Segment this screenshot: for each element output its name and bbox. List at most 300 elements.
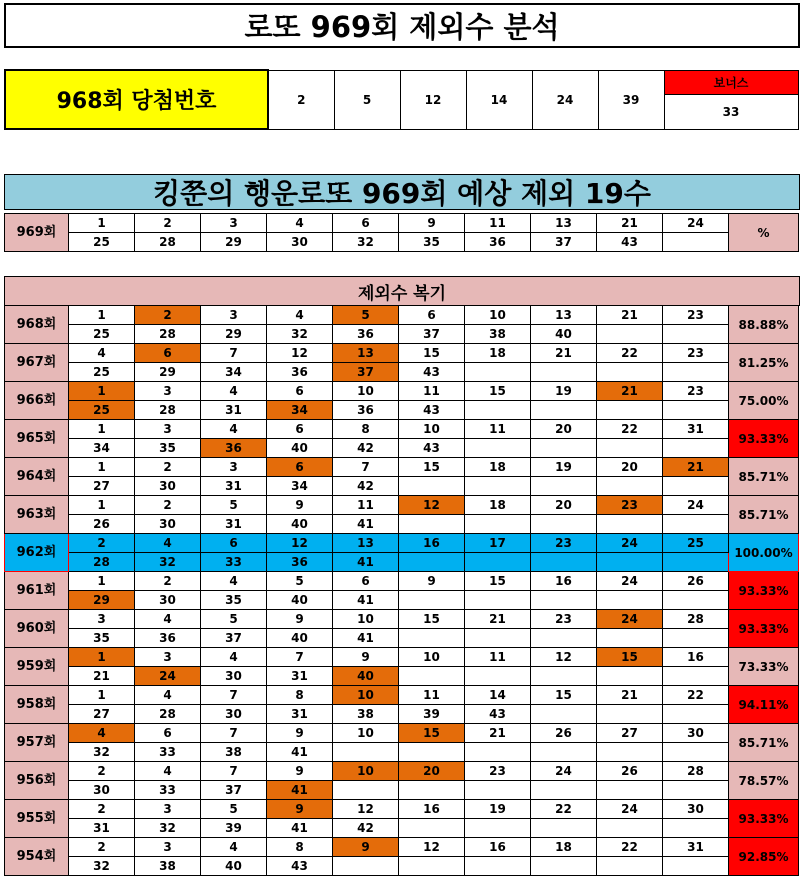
excluded-number: 16: [399, 534, 465, 553]
excluded-number: 1: [69, 420, 135, 439]
excluded-number: [663, 477, 729, 496]
excluded-number: 34: [201, 363, 267, 382]
excluded-number: 33: [135, 781, 201, 800]
excluded-number: 1: [69, 306, 135, 325]
excluded-number: 12: [333, 800, 399, 819]
excluded-number: 31: [201, 401, 267, 420]
excluded-number: [663, 819, 729, 838]
excluded-number: 24: [531, 762, 597, 781]
excluded-number: 3: [201, 306, 267, 325]
accuracy-percent: 100.00%: [729, 534, 799, 572]
excluded-number: 30: [663, 724, 729, 743]
excluded-number: [663, 325, 729, 344]
excluded-number: 30: [201, 705, 267, 724]
excluded-number: 2: [69, 838, 135, 857]
accuracy-percent: 93.33%: [729, 420, 799, 458]
excluded-number: [663, 629, 729, 648]
excluded-number: 7: [201, 724, 267, 743]
excluded-number: 37: [531, 233, 597, 252]
hit-number: 10: [333, 762, 399, 781]
excluded-number: 4: [201, 838, 267, 857]
excluded-number: 12: [267, 534, 333, 553]
excluded-number: [663, 233, 729, 252]
excluded-number: [333, 743, 399, 762]
excluded-number: [663, 781, 729, 800]
excluded-number: 23: [663, 306, 729, 325]
excluded-number: 15: [465, 572, 531, 591]
excluded-number: 10: [333, 724, 399, 743]
excluded-number: 20: [531, 496, 597, 515]
winning-label: 968회 당첨번호: [5, 70, 268, 129]
winning-number: 39: [598, 70, 664, 129]
excluded-number: 31: [201, 477, 267, 496]
accuracy-percent: 85.71%: [729, 458, 799, 496]
excluded-number: 12: [531, 648, 597, 667]
excluded-number: 11: [399, 382, 465, 401]
excluded-number: [333, 781, 399, 800]
excluded-number: 31: [267, 705, 333, 724]
round-label: 961회: [5, 572, 69, 610]
hit-number: 21: [663, 458, 729, 477]
excluded-number: [597, 477, 663, 496]
excluded-number: 23: [531, 534, 597, 553]
excluded-number: 6: [267, 382, 333, 401]
excluded-number: 28: [663, 762, 729, 781]
excluded-number: 4: [135, 534, 201, 553]
round-label: 962회: [5, 534, 69, 572]
excluded-number: 2: [69, 800, 135, 819]
percent-label: %: [729, 214, 799, 252]
excluded-number: [597, 591, 663, 610]
excluded-number: 23: [465, 762, 531, 781]
excluded-number: 10: [333, 382, 399, 401]
excluded-number: 21: [597, 686, 663, 705]
accuracy-percent: 88.88%: [729, 306, 799, 344]
excluded-number: 32: [69, 743, 135, 762]
excluded-number: [333, 857, 399, 876]
excluded-number: 36: [333, 401, 399, 420]
excluded-number: 21: [465, 724, 531, 743]
excluded-number: [597, 515, 663, 534]
excluded-number: [465, 591, 531, 610]
excluded-number: 37: [201, 781, 267, 800]
excluded-number: 7: [201, 762, 267, 781]
excluded-number: 41: [333, 553, 399, 572]
excluded-number: 31: [267, 667, 333, 686]
excluded-number: 8: [267, 838, 333, 857]
excluded-number: [465, 363, 531, 382]
excluded-number: [663, 553, 729, 572]
hit-number: 10: [333, 686, 399, 705]
round-label: 969회: [5, 214, 69, 252]
hit-number: 36: [201, 439, 267, 458]
excluded-number: 9: [267, 496, 333, 515]
excluded-number: 36: [135, 629, 201, 648]
prediction-table: [4, 213, 799, 252]
excluded-number: 9: [333, 648, 399, 667]
excluded-number: 2: [135, 496, 201, 515]
excluded-number: 4: [201, 572, 267, 591]
accuracy-percent: 94.11%: [729, 686, 799, 724]
excluded-number: [597, 705, 663, 724]
excluded-number: 21: [597, 214, 663, 233]
excluded-number: [597, 667, 663, 686]
excluded-number: 28: [135, 325, 201, 344]
accuracy-percent: 93.33%: [729, 800, 799, 838]
excluded-number: 30: [201, 667, 267, 686]
excluded-number: 15: [531, 686, 597, 705]
excluded-number: 32: [135, 553, 201, 572]
excluded-number: 14: [465, 686, 531, 705]
excluded-number: [663, 363, 729, 382]
excluded-number: 27: [69, 477, 135, 496]
round-label: 956회: [5, 762, 69, 800]
excluded-number: [663, 857, 729, 876]
bonus-label: 보너스: [664, 70, 798, 94]
excluded-number: 30: [663, 800, 729, 819]
hit-number: 1: [69, 648, 135, 667]
excluded-number: [465, 781, 531, 800]
excluded-number: 21: [531, 344, 597, 363]
excluded-number: 11: [465, 214, 531, 233]
hit-number: 24: [135, 667, 201, 686]
excluded-number: 24: [597, 534, 663, 553]
excluded-number: [531, 477, 597, 496]
excluded-number: 31: [663, 420, 729, 439]
excluded-number: [531, 629, 597, 648]
excluded-number: 1: [69, 458, 135, 477]
excluded-number: 11: [465, 420, 531, 439]
winning-number: 5: [334, 70, 400, 129]
hit-number: 4: [69, 724, 135, 743]
round-label: 964회: [5, 458, 69, 496]
excluded-number: 18: [531, 838, 597, 857]
excluded-number: [399, 591, 465, 610]
excluded-number: 4: [135, 762, 201, 781]
review-title: 제외수 복기: [4, 276, 800, 306]
excluded-number: 9: [399, 214, 465, 233]
excluded-number: 40: [267, 439, 333, 458]
excluded-number: 4: [135, 686, 201, 705]
excluded-number: 34: [69, 439, 135, 458]
round-label: 967회: [5, 344, 69, 382]
excluded-number: 16: [663, 648, 729, 667]
excluded-number: [465, 743, 531, 762]
hit-number: 24: [597, 610, 663, 629]
excluded-number: 24: [597, 800, 663, 819]
excluded-number: 40: [201, 857, 267, 876]
excluded-number: 5: [201, 800, 267, 819]
excluded-number: 40: [531, 325, 597, 344]
winning-numbers-table: [4, 69, 799, 130]
excluded-number: 11: [465, 648, 531, 667]
excluded-number: [399, 857, 465, 876]
excluded-number: 15: [465, 382, 531, 401]
excluded-number: 9: [267, 762, 333, 781]
excluded-number: [531, 363, 597, 382]
round-label: 965회: [5, 420, 69, 458]
hit-number: 2: [135, 306, 201, 325]
excluded-number: 1: [69, 496, 135, 515]
excluded-number: 10: [465, 306, 531, 325]
round-label: 954회: [5, 838, 69, 876]
excluded-number: 3: [135, 420, 201, 439]
excluded-number: 36: [267, 363, 333, 382]
excluded-number: 29: [201, 233, 267, 252]
excluded-number: 37: [399, 325, 465, 344]
round-label: 966회: [5, 382, 69, 420]
excluded-number: 7: [267, 648, 333, 667]
excluded-number: 35: [135, 439, 201, 458]
excluded-number: 41: [267, 819, 333, 838]
excluded-number: 3: [135, 838, 201, 857]
excluded-number: 21: [69, 667, 135, 686]
excluded-number: [531, 515, 597, 534]
excluded-number: 4: [267, 306, 333, 325]
excluded-number: 43: [267, 857, 333, 876]
excluded-number: 42: [333, 477, 399, 496]
excluded-number: 41: [333, 591, 399, 610]
excluded-number: 28: [663, 610, 729, 629]
excluded-number: 4: [201, 420, 267, 439]
excluded-number: 40: [267, 629, 333, 648]
excluded-number: [531, 667, 597, 686]
excluded-number: 4: [267, 214, 333, 233]
hit-number: 9: [267, 800, 333, 819]
excluded-number: 4: [135, 610, 201, 629]
excluded-number: 41: [333, 629, 399, 648]
excluded-number: 11: [399, 686, 465, 705]
hit-number: 20: [399, 762, 465, 781]
excluded-number: [399, 515, 465, 534]
excluded-number: 24: [663, 214, 729, 233]
accuracy-percent: 81.25%: [729, 344, 799, 382]
excluded-number: 28: [135, 233, 201, 252]
excluded-number: 25: [69, 325, 135, 344]
excluded-number: 4: [201, 648, 267, 667]
excluded-number: 33: [201, 553, 267, 572]
hit-number: 40: [333, 667, 399, 686]
hit-number: 13: [333, 344, 399, 363]
excluded-number: [399, 819, 465, 838]
hit-number: 5: [333, 306, 399, 325]
excluded-number: 12: [267, 344, 333, 363]
excluded-number: [597, 363, 663, 382]
hit-number: 29: [69, 591, 135, 610]
excluded-number: 20: [531, 420, 597, 439]
hit-number: 6: [135, 344, 201, 363]
excluded-number: [399, 667, 465, 686]
hit-number: 41: [267, 781, 333, 800]
excluded-number: 2: [135, 458, 201, 477]
excluded-number: 17: [465, 534, 531, 553]
excluded-number: 20: [597, 458, 663, 477]
excluded-number: 13: [531, 214, 597, 233]
hit-number: 34: [267, 401, 333, 420]
excluded-number: [399, 553, 465, 572]
hit-number: 6: [267, 458, 333, 477]
excluded-number: 25: [69, 363, 135, 382]
excluded-number: 28: [69, 553, 135, 572]
excluded-number: 16: [465, 838, 531, 857]
excluded-number: [465, 439, 531, 458]
excluded-number: 5: [201, 496, 267, 515]
accuracy-percent: 85.71%: [729, 496, 799, 534]
excluded-number: 27: [597, 724, 663, 743]
excluded-number: 6: [201, 534, 267, 553]
excluded-number: 15: [399, 458, 465, 477]
excluded-number: 36: [333, 325, 399, 344]
excluded-number: 6: [135, 724, 201, 743]
excluded-number: 10: [399, 420, 465, 439]
excluded-number: 22: [531, 800, 597, 819]
excluded-number: 16: [531, 572, 597, 591]
excluded-number: [465, 477, 531, 496]
excluded-number: [597, 857, 663, 876]
excluded-number: 30: [135, 515, 201, 534]
excluded-number: 32: [333, 233, 399, 252]
excluded-number: 8: [267, 686, 333, 705]
round-label: 957회: [5, 724, 69, 762]
excluded-number: 22: [597, 420, 663, 439]
excluded-number: 5: [267, 572, 333, 591]
winning-number: 24: [532, 70, 598, 129]
excluded-number: 26: [69, 515, 135, 534]
excluded-number: 29: [201, 325, 267, 344]
excluded-number: 42: [333, 439, 399, 458]
excluded-number: 32: [135, 819, 201, 838]
excluded-number: 3: [201, 214, 267, 233]
excluded-number: [399, 781, 465, 800]
round-label: 959회: [5, 648, 69, 686]
excluded-number: 40: [267, 515, 333, 534]
excluded-number: [465, 819, 531, 838]
accuracy-percent: 75.00%: [729, 382, 799, 420]
excluded-number: 21: [597, 306, 663, 325]
excluded-number: 24: [663, 496, 729, 515]
excluded-number: 2: [69, 534, 135, 553]
round-label: 963회: [5, 496, 69, 534]
excluded-number: 3: [201, 458, 267, 477]
excluded-number: 39: [399, 705, 465, 724]
excluded-number: 9: [399, 572, 465, 591]
hit-number: 12: [399, 496, 465, 515]
excluded-number: 35: [69, 629, 135, 648]
excluded-number: 22: [597, 838, 663, 857]
excluded-number: [465, 629, 531, 648]
excluded-number: [663, 439, 729, 458]
excluded-number: [597, 819, 663, 838]
accuracy-percent: 85.71%: [729, 724, 799, 762]
excluded-number: 30: [135, 477, 201, 496]
hit-number: 21: [597, 382, 663, 401]
prediction-title: 킹쭌의 행운로또 969회 예상 제외 19수: [4, 174, 800, 210]
excluded-number: 41: [267, 743, 333, 762]
excluded-number: [531, 857, 597, 876]
excluded-number: 35: [399, 233, 465, 252]
accuracy-percent: 78.57%: [729, 762, 799, 800]
excluded-number: 26: [663, 572, 729, 591]
excluded-number: 30: [69, 781, 135, 800]
excluded-number: 32: [69, 857, 135, 876]
excluded-number: [399, 477, 465, 496]
excluded-number: 26: [597, 762, 663, 781]
excluded-number: [663, 515, 729, 534]
excluded-number: 10: [399, 648, 465, 667]
excluded-number: 36: [465, 233, 531, 252]
excluded-number: 2: [135, 214, 201, 233]
excluded-number: [597, 401, 663, 420]
excluded-number: [465, 857, 531, 876]
excluded-number: 19: [465, 800, 531, 819]
excluded-number: 33: [135, 743, 201, 762]
excluded-number: 3: [135, 382, 201, 401]
excluded-number: 19: [531, 458, 597, 477]
excluded-number: [531, 439, 597, 458]
excluded-number: 22: [663, 686, 729, 705]
hit-number: 15: [399, 724, 465, 743]
excluded-number: [663, 705, 729, 724]
excluded-number: 38: [333, 705, 399, 724]
excluded-number: 4: [201, 382, 267, 401]
excluded-number: 23: [531, 610, 597, 629]
excluded-number: 1: [69, 686, 135, 705]
excluded-number: 30: [267, 233, 333, 252]
excluded-number: 7: [201, 686, 267, 705]
excluded-number: [531, 591, 597, 610]
hit-number: 37: [333, 363, 399, 382]
excluded-number: 40: [267, 591, 333, 610]
excluded-number: [597, 325, 663, 344]
excluded-number: 12: [399, 838, 465, 857]
winning-number: 2: [268, 70, 334, 129]
hit-number: 15: [597, 648, 663, 667]
excluded-number: [663, 401, 729, 420]
excluded-number: [531, 553, 597, 572]
excluded-number: [465, 515, 531, 534]
excluded-number: [663, 667, 729, 686]
hit-number: 25: [69, 401, 135, 420]
excluded-number: 6: [333, 214, 399, 233]
excluded-number: 10: [333, 610, 399, 629]
excluded-number: [597, 553, 663, 572]
review-table: [4, 305, 799, 876]
excluded-number: 32: [267, 325, 333, 344]
excluded-number: 28: [135, 401, 201, 420]
excluded-number: [531, 781, 597, 800]
excluded-number: 19: [531, 382, 597, 401]
excluded-number: 18: [465, 458, 531, 477]
excluded-number: 43: [399, 363, 465, 382]
excluded-number: 3: [135, 648, 201, 667]
excluded-number: 7: [333, 458, 399, 477]
excluded-number: 24: [597, 572, 663, 591]
excluded-number: 43: [399, 439, 465, 458]
accuracy-percent: 73.33%: [729, 648, 799, 686]
excluded-number: [663, 743, 729, 762]
excluded-number: [597, 781, 663, 800]
winning-number: 14: [466, 70, 532, 129]
excluded-number: 43: [597, 233, 663, 252]
excluded-number: [597, 629, 663, 648]
page-title: 로또 969회 제외수 분석: [4, 3, 800, 48]
excluded-number: 28: [135, 705, 201, 724]
excluded-number: 21: [465, 610, 531, 629]
excluded-number: 43: [399, 401, 465, 420]
bonus-number: 33: [664, 94, 798, 129]
excluded-number: 35: [201, 591, 267, 610]
excluded-number: 9: [267, 610, 333, 629]
